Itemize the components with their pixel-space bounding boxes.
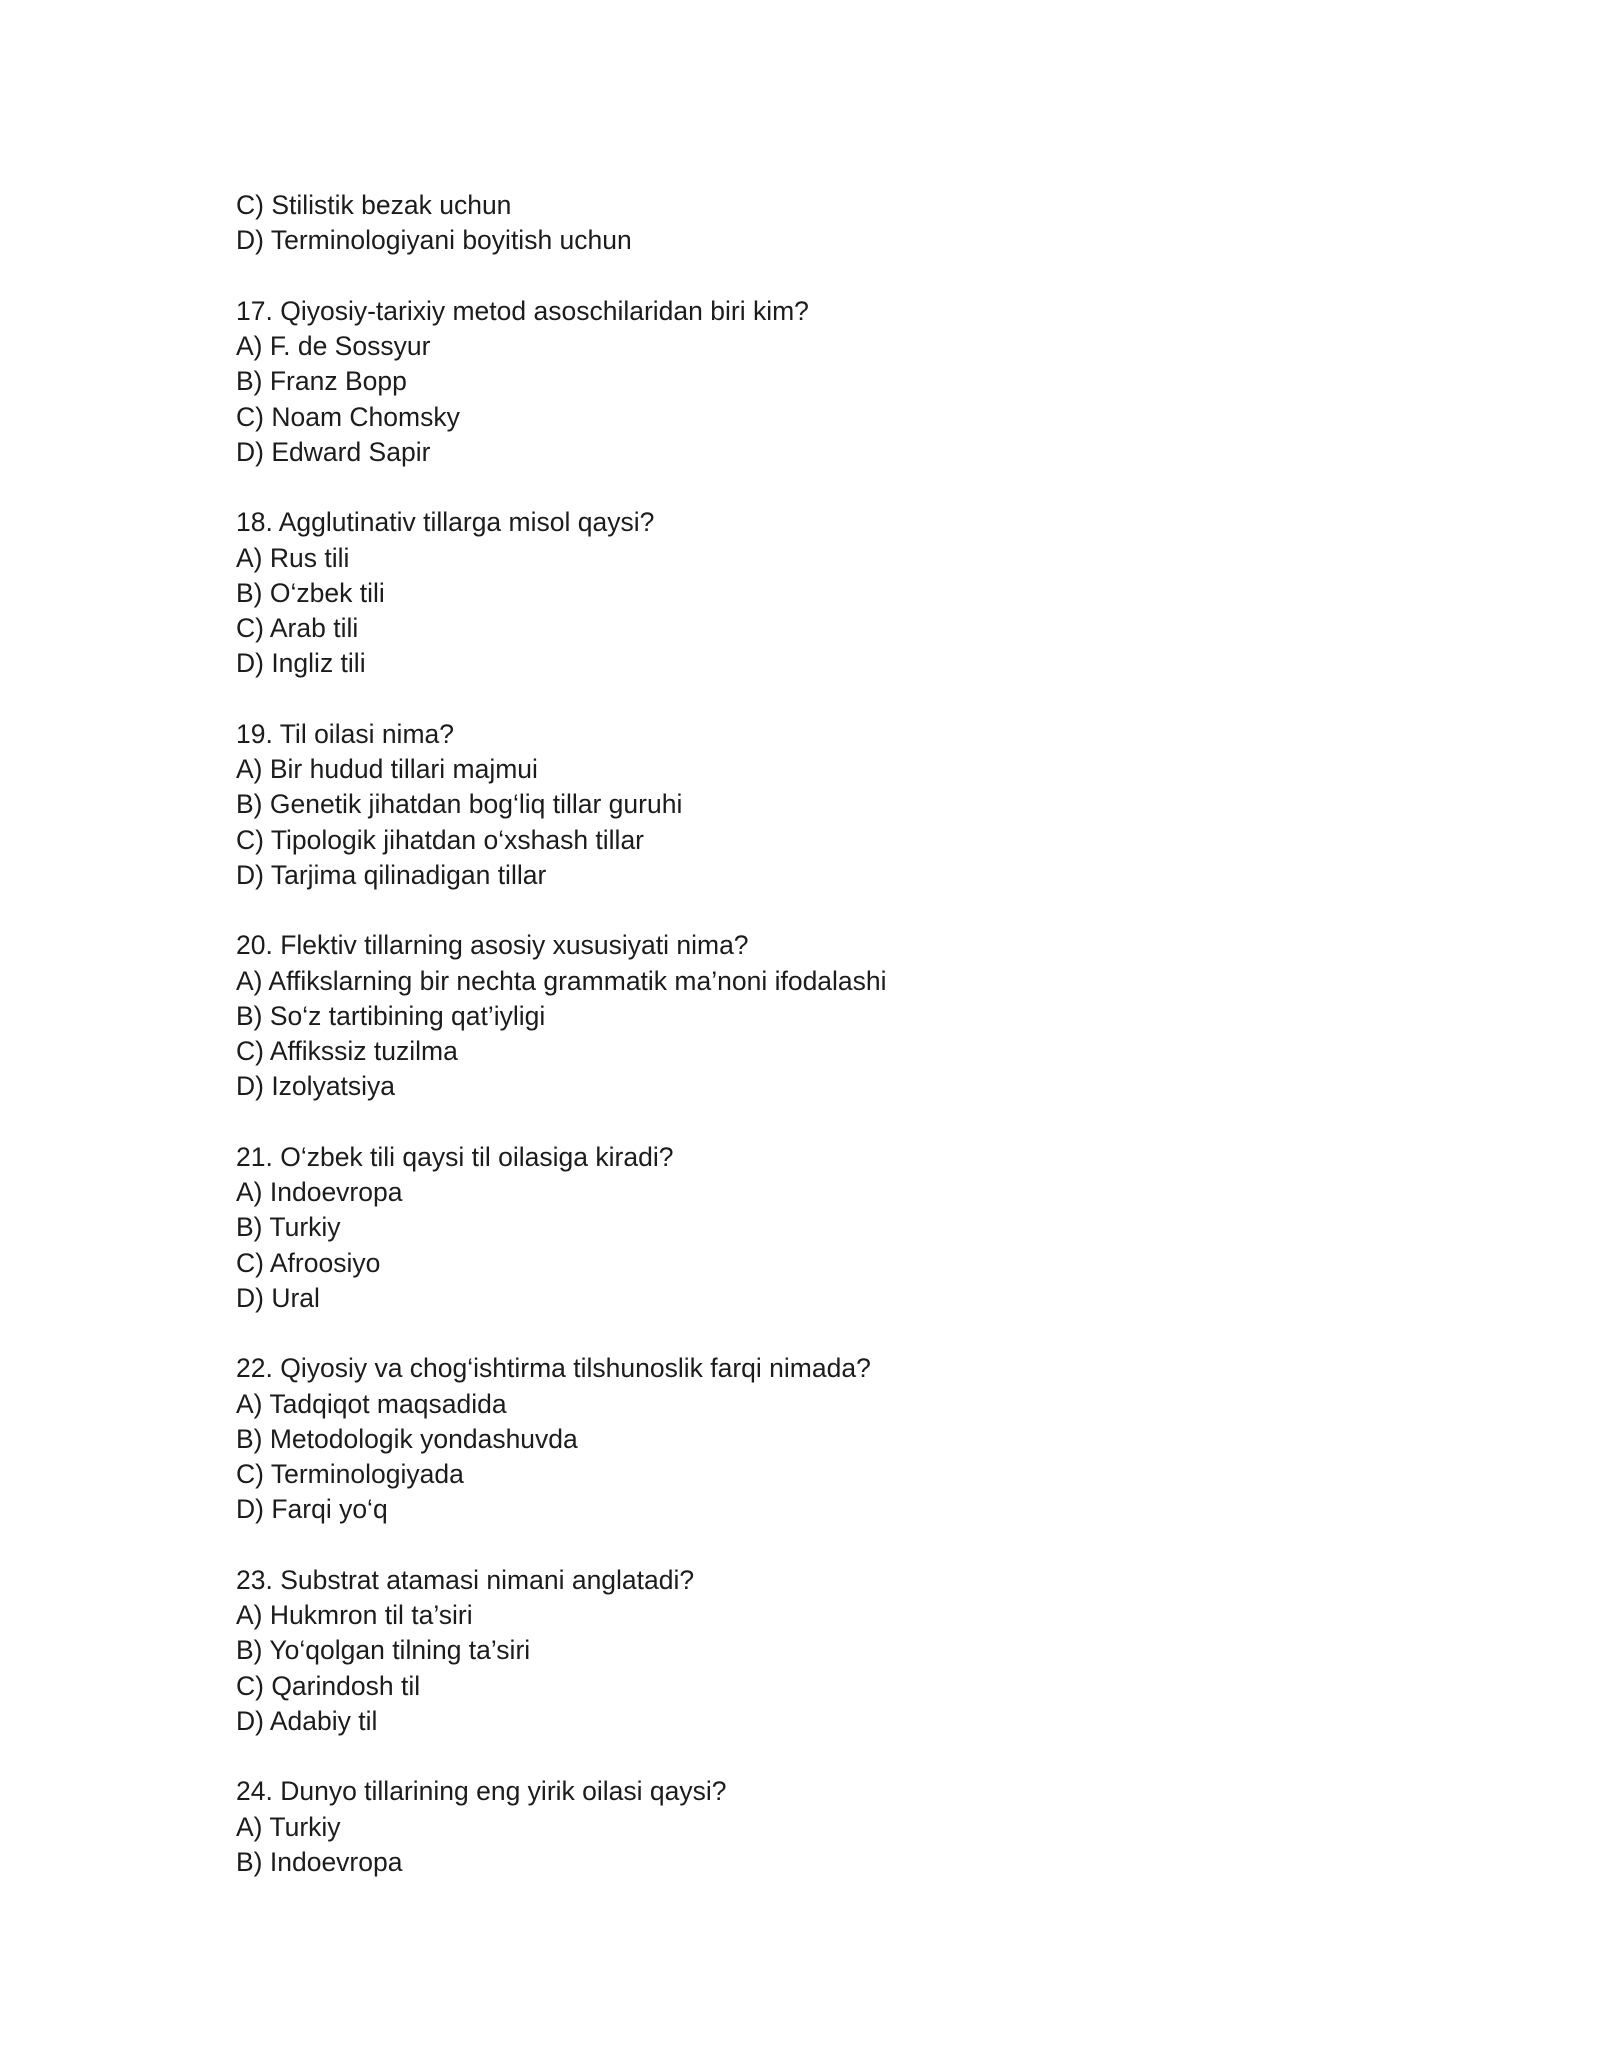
answer-option: C) Affikssiz tuzilma: [236, 1036, 458, 1066]
answer-option: D) Izolyatsiya: [236, 1071, 396, 1102]
answer-option: C) Tipologik jihatdan o‘xshash tillar: [236, 824, 645, 855]
answer-option: D) Terminologiyani boyitish uchun: [236, 225, 632, 256]
answer-option: B) Yo‘qolgan tilning ta’siri: [236, 1635, 531, 1666]
answer-option: B) Franz Bopp: [236, 366, 407, 397]
answer-option: B) O‘zbek tili: [236, 577, 385, 608]
answer-option: C) Noam Chomsky: [236, 401, 460, 432]
answer-option: D) Tarjima qilinadigan tillar: [236, 859, 547, 890]
answer-option: A) F. de Sossyur: [236, 331, 431, 361]
question-text: 24. Dunyo tillarining eng yirik oilasi qaysi?: [236, 1776, 727, 1807]
question-text: 18. Agglutinativ tillarga misol qaysi?: [236, 507, 655, 538]
answer-option: B) Metodologik yondashuvda: [236, 1423, 578, 1454]
answer-option: B) Genetik jihatdan bog‘liq tillar guruhi: [236, 789, 683, 820]
answer-option: D) Farqi yo‘q: [236, 1494, 388, 1525]
answer-option: A) Bir hudud tillari majmui: [236, 754, 538, 784]
answer-option: A) Rus tili: [236, 542, 350, 573]
question-text: 23. Substrat atamasi nimani anglatadi?: [236, 1564, 695, 1595]
question-block-19: [236, 717, 1436, 893]
question-text: 22. Qiyosiy va chog‘ishtirma tilshunoslik farqi nimada?: [236, 1353, 871, 1384]
answer-option: D) Ural: [236, 1282, 320, 1313]
answer-option: A) Turkiy: [236, 1811, 341, 1842]
answer-option: D) Edward Sapir: [236, 436, 431, 467]
answer-option: A) Tadqiqot maqsadida: [236, 1388, 507, 1419]
document-content: [236, 188, 1436, 1915]
answer-option: B) Indoevropa: [236, 1846, 403, 1877]
answer-option: A) Indoevropa: [236, 1177, 403, 1207]
question-text: 19. Til oilasi nima?: [236, 718, 454, 749]
answer-option: C) Arab tili: [236, 613, 359, 643]
question-block-21: [236, 1140, 1436, 1316]
answer-option: C) Afroosiyo: [236, 1247, 381, 1278]
question-block-23: [236, 1563, 1436, 1739]
question-block-20: [236, 928, 1436, 1104]
answer-option: A) Hukmron til ta’siri: [236, 1600, 473, 1630]
answer-option: D) Ingliz tili: [236, 648, 366, 679]
answer-option: A) Affikslarning bir nechta grammatik ma’noni ifodalashi: [236, 965, 887, 996]
answer-option: C) Stilistik bezak uchun: [236, 190, 512, 220]
lead-options: [236, 188, 1436, 259]
question-text: 17. Qiyosiy-tarixiy metod asoschilaridan biri kim?: [236, 295, 809, 326]
answer-option: D) Adabiy til: [236, 1705, 378, 1736]
answer-option: B) Turkiy: [236, 1212, 341, 1243]
question-text: 21. O‘zbek tili qaysi til oilasiga kiradi?: [236, 1141, 674, 1172]
question-block-22: [236, 1351, 1436, 1527]
answer-option: B) So‘z tartibining qat’iyligi: [236, 1000, 546, 1031]
question-block-17: [236, 294, 1436, 470]
question-text: 20. Flektiv tillarning asosiy xususiyati nima?: [236, 930, 749, 961]
question-block-18: [236, 505, 1436, 681]
answer-option: C) Terminologiyada: [236, 1459, 464, 1489]
answer-option: C) Qarindosh til: [236, 1670, 421, 1701]
question-block-24: [236, 1774, 1436, 1880]
